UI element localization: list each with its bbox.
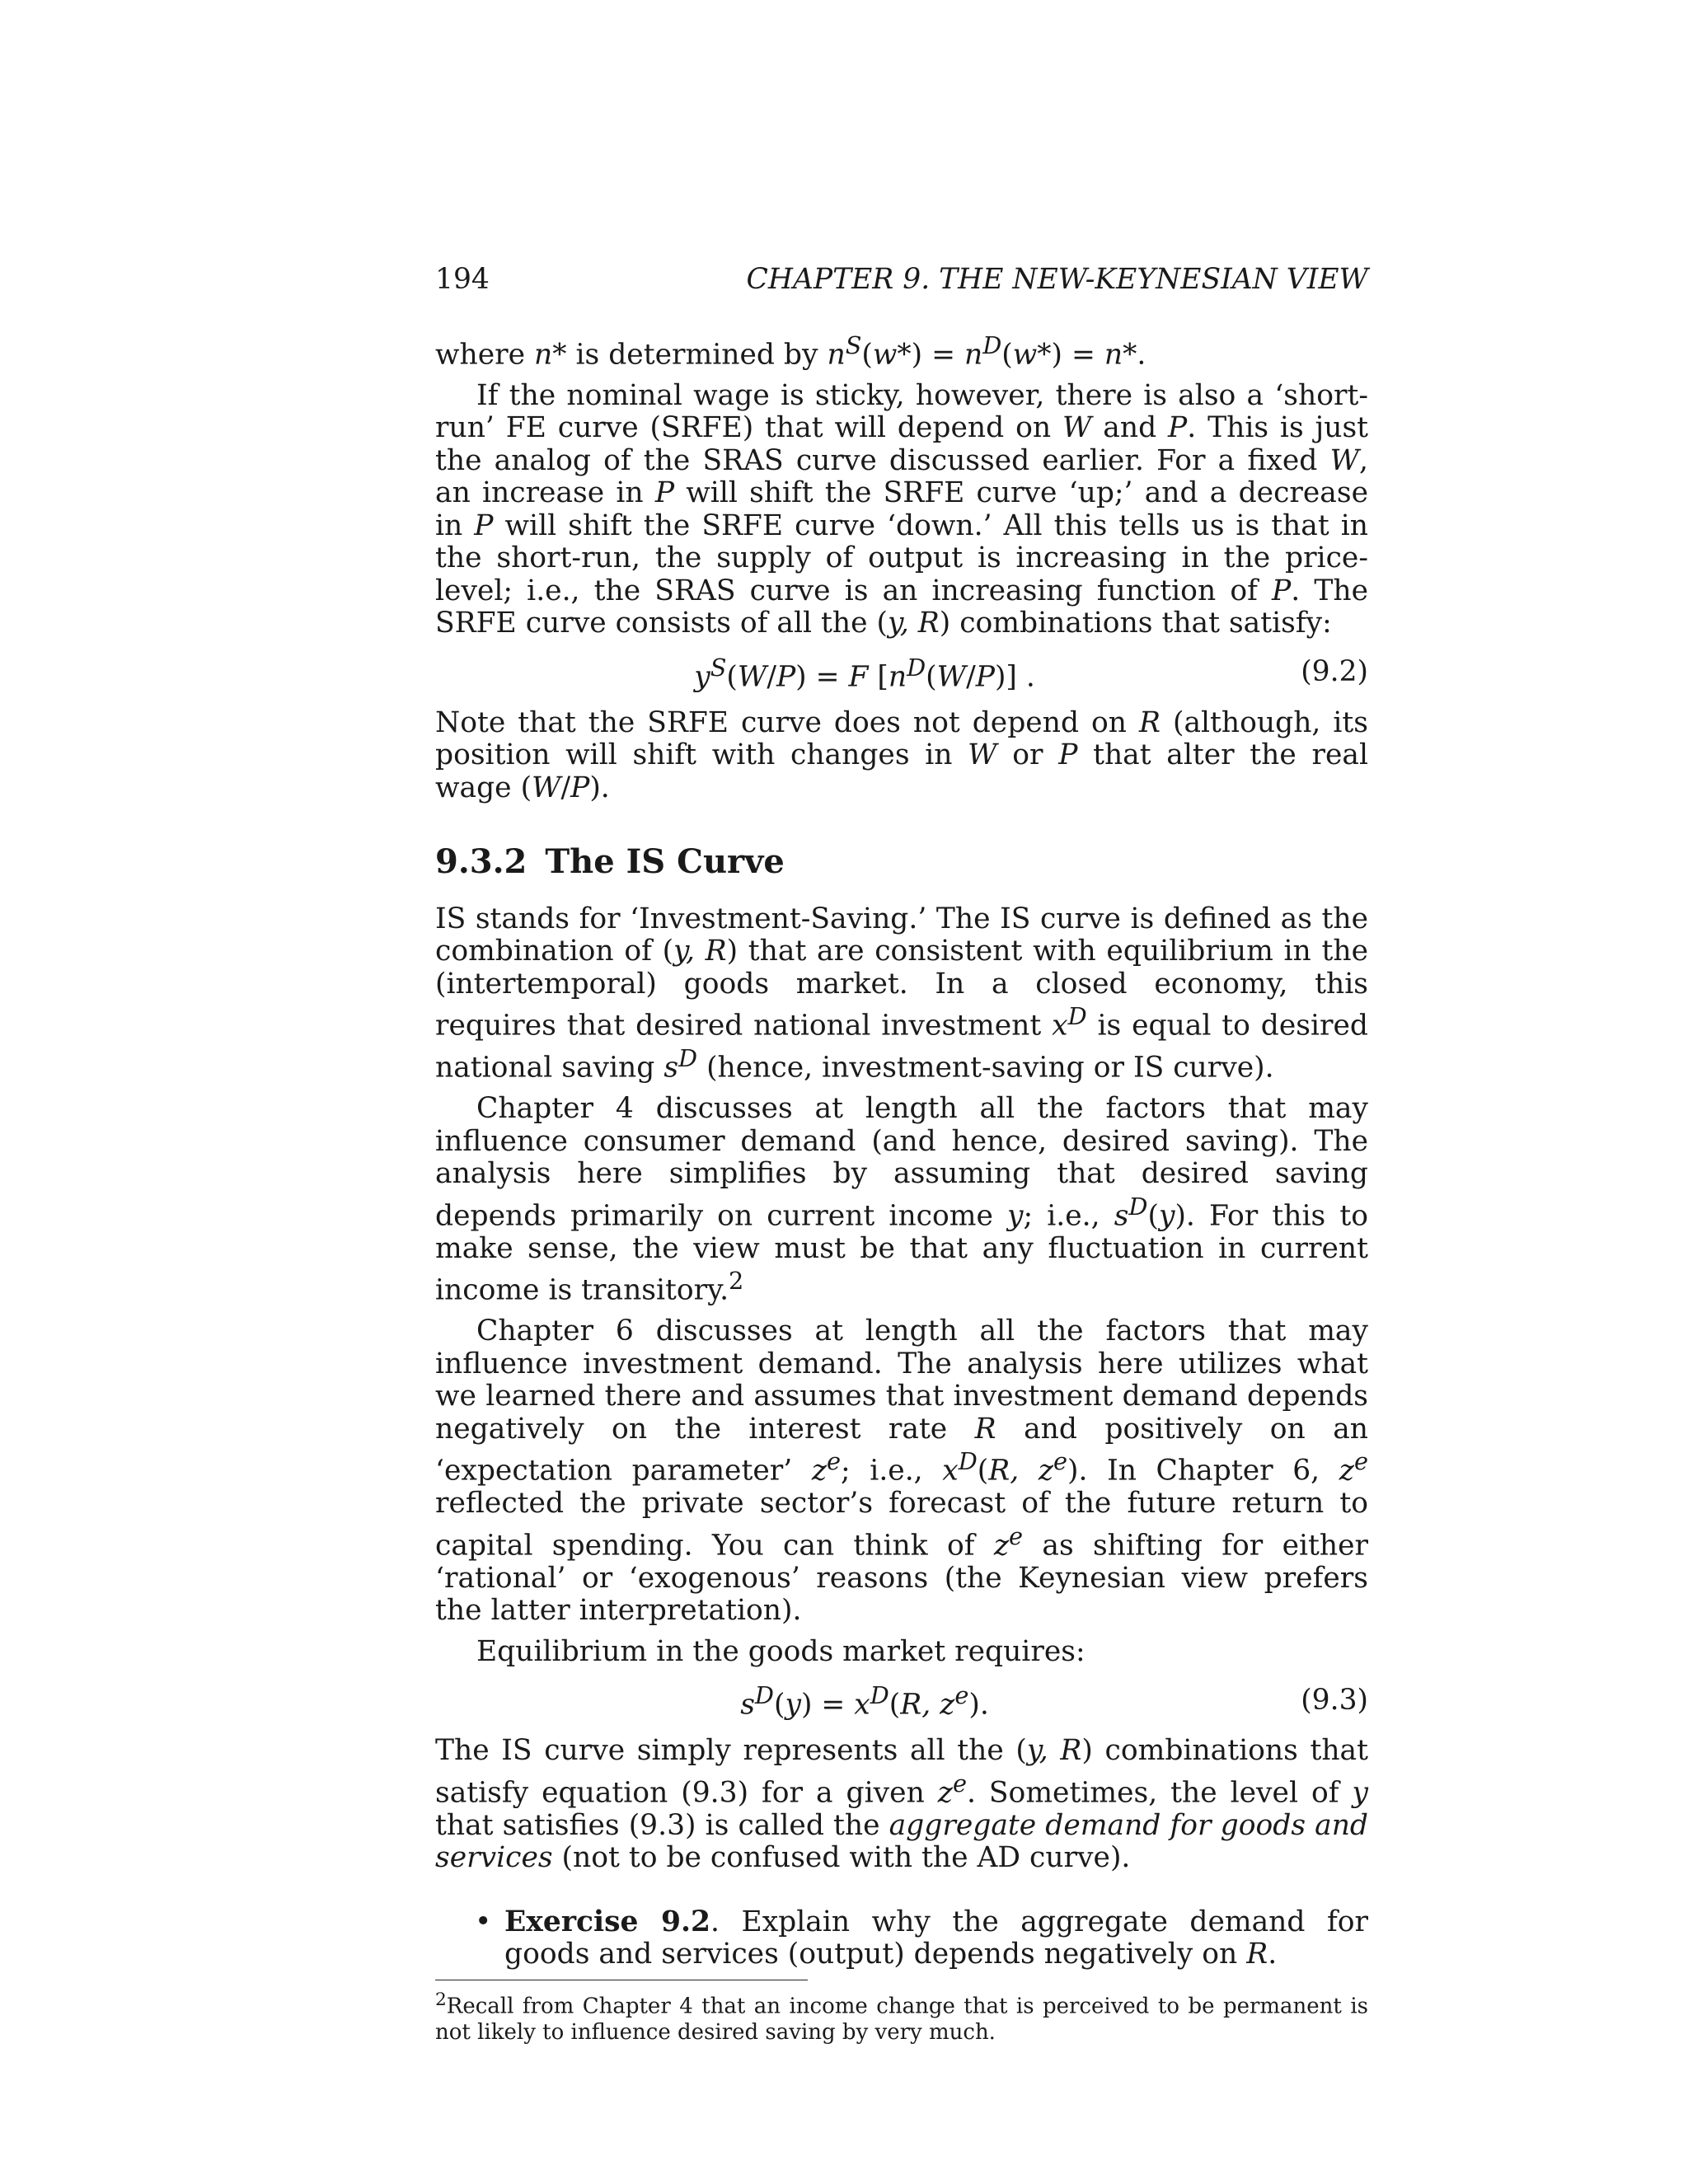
text-run: will shift the SRFE curve ‘up;’ and a decrease in: [435, 476, 1368, 542]
math-symbol: W: [737, 660, 767, 693]
math-symbol: x: [942, 1454, 959, 1488]
superscript: e: [1053, 1447, 1068, 1475]
text-run: (: [861, 338, 873, 371]
emphasis-term: aggregate demand for goods and services: [435, 1808, 1368, 1874]
math-symbol: W: [1062, 411, 1092, 444]
math-symbol: R: [974, 1412, 996, 1446]
math-symbol: y: [1158, 1199, 1175, 1232]
text-run: ). For this to make sense, the view must be that any fluctuation in current income is transitory.: [435, 1199, 1368, 1307]
math-symbol: x: [854, 1688, 870, 1722]
math-symbol: P: [1272, 574, 1292, 607]
section-title: The IS Curve: [545, 842, 785, 881]
math-symbol: z: [937, 1776, 953, 1809]
math-symbol: P: [474, 509, 494, 542]
math-symbol: W: [936, 660, 967, 693]
text-run: The IS curve simply represents all the (: [435, 1734, 1027, 1767]
text-run: Note that the SRFE curve does not depend on: [435, 705, 1140, 739]
exercise-body: [504, 1906, 1368, 1971]
equation-number: (9.2): [1301, 655, 1368, 689]
math-symbol: w: [872, 338, 898, 371]
text-run: If the nominal wage is sticky, however, there is also a ‘short-run’ FE curve (SRFE) that will depend on: [435, 378, 1368, 444]
text-run: . Sometimes, the level of: [966, 1776, 1353, 1809]
math-symbol: P: [975, 660, 995, 693]
equation-body: [435, 652, 1294, 694]
text-run: (hence, investment-saving or IS curve).: [697, 1051, 1274, 1085]
text-run: /: [560, 771, 571, 804]
math-symbol: s: [663, 1051, 679, 1085]
section-heading: [435, 842, 1368, 881]
text-run: Chapter 6 discusses at length all the factors that may influence investment demand. The analysis here utilizes what we learned there and assumes that investment demand depends negatively on the interest rate: [435, 1315, 1368, 1446]
math-symbol: y, R: [887, 607, 940, 640]
running-head: [435, 264, 1368, 297]
superscript: D: [958, 1447, 978, 1475]
math-op: ) =: [800, 1688, 855, 1722]
text-run: ) that are consistent with equilibrium in the (intertemporal) goods market. In a closed economy, this requires that desired national investment: [435, 935, 1368, 1043]
math-symbol: n: [827, 338, 846, 371]
paragraph-saving: [435, 1093, 1368, 1307]
equation-9-3: [435, 1680, 1368, 1722]
math-op: ) =: [795, 660, 849, 693]
superscript: D: [982, 330, 1002, 359]
text-run: ; i.e.,: [841, 1454, 943, 1488]
text-run: *.: [1123, 338, 1146, 371]
text-run: IS stands for ‘Investment-Saving.’ The IS curve is defined as the combination of (: [435, 902, 1368, 968]
paragraph-investment: [435, 1315, 1368, 1628]
text-run: Chapter 4 discusses at length all the factors that may influence consumer demand (and hence, desired saving). The analysis here simplifies by assuming that desired saving depends primarily on current income: [435, 1092, 1368, 1232]
footnote-text: Recall from Chapter 4 that an income change that is perceived to be permanent is not likely to influence desired saving by very much.: [435, 1994, 1368, 2046]
equation-body: [435, 1680, 1294, 1722]
text-run: reflected the private sector’s forecast of the future return to capital spending. You can think of: [435, 1487, 1368, 1562]
paragraph-srfe-note: [435, 707, 1368, 805]
math-symbol: W: [532, 771, 561, 804]
running-title: CHAPTER 9. THE NEW-KEYNESIAN VIEW: [746, 263, 1368, 296]
math-symbol: y: [1352, 1776, 1368, 1809]
math-symbol: W: [1329, 443, 1360, 477]
text-run: *) =: [1037, 338, 1104, 371]
page: [435, 264, 1368, 2046]
text-run: (not to be confused with the AD curve).: [552, 1841, 1131, 1874]
text-run: , an increase in: [435, 443, 1368, 509]
superscript: e: [1353, 1447, 1368, 1475]
math-op: ).: [968, 1688, 989, 1722]
text-run: that alter the real wage (: [435, 738, 1368, 804]
math-symbol: y: [694, 660, 710, 693]
math-symbol: n: [1104, 338, 1123, 371]
math-symbol: s: [1114, 1199, 1129, 1232]
text-run: ) combinations that satisfy equation (9.3) for a given: [435, 1734, 1368, 1809]
superscript: S: [845, 330, 862, 359]
text-run: ). In Chapter 6,: [1067, 1454, 1339, 1488]
math-op: )] .: [994, 660, 1035, 693]
superscript: D: [870, 1681, 889, 1709]
math-symbol: P: [570, 771, 590, 804]
paragraph-is-definition: [435, 903, 1368, 1085]
math-symbol: y: [1007, 1199, 1024, 1232]
text-run: where: [435, 338, 535, 371]
math-op: /: [767, 660, 776, 693]
math-symbol: P: [1168, 411, 1188, 444]
text-run: (: [977, 1454, 989, 1488]
math-symbol: y, R: [1026, 1734, 1082, 1767]
text-run: that satisfies (9.3) is called the: [435, 1808, 889, 1842]
math-op: (: [773, 1688, 785, 1722]
superscript: e: [1009, 1521, 1024, 1550]
text-run: Equilibrium in the goods market requires:: [476, 1634, 1085, 1668]
footnote-ref[interactable]: 2: [729, 1267, 744, 1295]
bullet-icon: •: [475, 1905, 492, 1938]
text-run: is equal to desired national saving: [435, 1009, 1368, 1085]
superscript: D: [754, 1681, 774, 1709]
math-symbol: P: [776, 660, 796, 693]
text-run: . Explain why the aggregate demand for goods and services (output) depends negatively on: [504, 1905, 1368, 1971]
text-run: . The SRFE curve consists of all the (: [435, 574, 1368, 640]
text-run: ; i.e.,: [1023, 1199, 1114, 1232]
text-run: *) =: [897, 338, 964, 371]
superscript: D: [678, 1044, 698, 1072]
text-run: will shift the SRFE curve ‘down.’ All this tells us is that in the short-run, the supply of output is increasing in the price-level; i.e., the SRAS curve is an increasing function of: [435, 509, 1368, 607]
math-symbol: y: [785, 1688, 801, 1722]
math-op: [: [868, 660, 889, 693]
math-symbol: F: [848, 660, 869, 693]
paragraph-srfe: [435, 380, 1368, 640]
superscript: D: [1128, 1192, 1148, 1221]
math-symbol: n: [964, 338, 983, 371]
math-symbol: W: [968, 738, 997, 771]
math-symbol: n: [888, 660, 907, 693]
text-run: (although, its position will shift with changes in: [435, 705, 1368, 771]
paragraph-nstar: [435, 330, 1368, 372]
equation-number: (9.3): [1301, 1683, 1368, 1717]
superscript: e: [952, 1769, 967, 1797]
math-symbol: y, R: [673, 935, 727, 968]
math-symbol: z: [993, 1529, 1010, 1562]
exercise-item: [435, 1906, 1368, 1971]
text-run: or: [996, 738, 1059, 771]
superscript: e: [954, 1681, 969, 1709]
text-run: (: [1147, 1199, 1159, 1232]
text-run: and positively on an ‘expectation parameter’: [435, 1412, 1368, 1488]
math-symbol: z: [811, 1454, 828, 1488]
math-op: (: [726, 660, 738, 693]
paragraph-is-curve: [435, 1735, 1368, 1875]
text-run: ) combinations that satisfy:: [939, 607, 1332, 640]
superscript: D: [1067, 1002, 1087, 1030]
math-symbol: R, z: [988, 1454, 1054, 1488]
math-op: (: [926, 660, 937, 693]
text-run: (: [1001, 338, 1013, 371]
superscript: e: [827, 1447, 842, 1475]
math-op: /: [966, 660, 976, 693]
text-run: .: [1268, 1938, 1278, 1971]
math-symbol: z: [1339, 1454, 1354, 1488]
footnote: [435, 1987, 1368, 2046]
text-run: as shifting for either ‘rational’ or ‘exogenous’ reasons (the Keynesian view prefers the latter interpretation).: [435, 1529, 1369, 1627]
text-run: and: [1091, 411, 1169, 444]
exercise-label: Exercise 9.2: [504, 1905, 711, 1938]
math-symbol: P: [654, 476, 675, 509]
math-symbol: R: [1139, 705, 1160, 739]
math-symbol: s: [740, 1688, 755, 1722]
text-run: ).: [589, 771, 610, 804]
text-run: * is determined by: [552, 338, 828, 371]
footnote-mark: 2: [435, 1989, 447, 2010]
math-symbol: n: [534, 338, 553, 371]
page-number: 194: [435, 263, 490, 296]
section-number: 9.3.2: [435, 842, 528, 881]
superscript: S: [710, 653, 727, 682]
equation-9-2: [435, 652, 1368, 694]
paragraph-equilibrium: [435, 1636, 1368, 1669]
math-symbol: w: [1012, 338, 1038, 371]
text-run: . This is just the analog of the SRAS curve discussed earlier. For a fixed: [435, 411, 1369, 477]
math-symbol: R: [1246, 1938, 1268, 1971]
math-symbol: R, z: [900, 1688, 955, 1722]
math-op: (: [889, 1688, 901, 1722]
math-symbol: P: [1058, 738, 1078, 771]
superscript: D: [907, 653, 926, 682]
math-symbol: x: [1052, 1009, 1068, 1043]
